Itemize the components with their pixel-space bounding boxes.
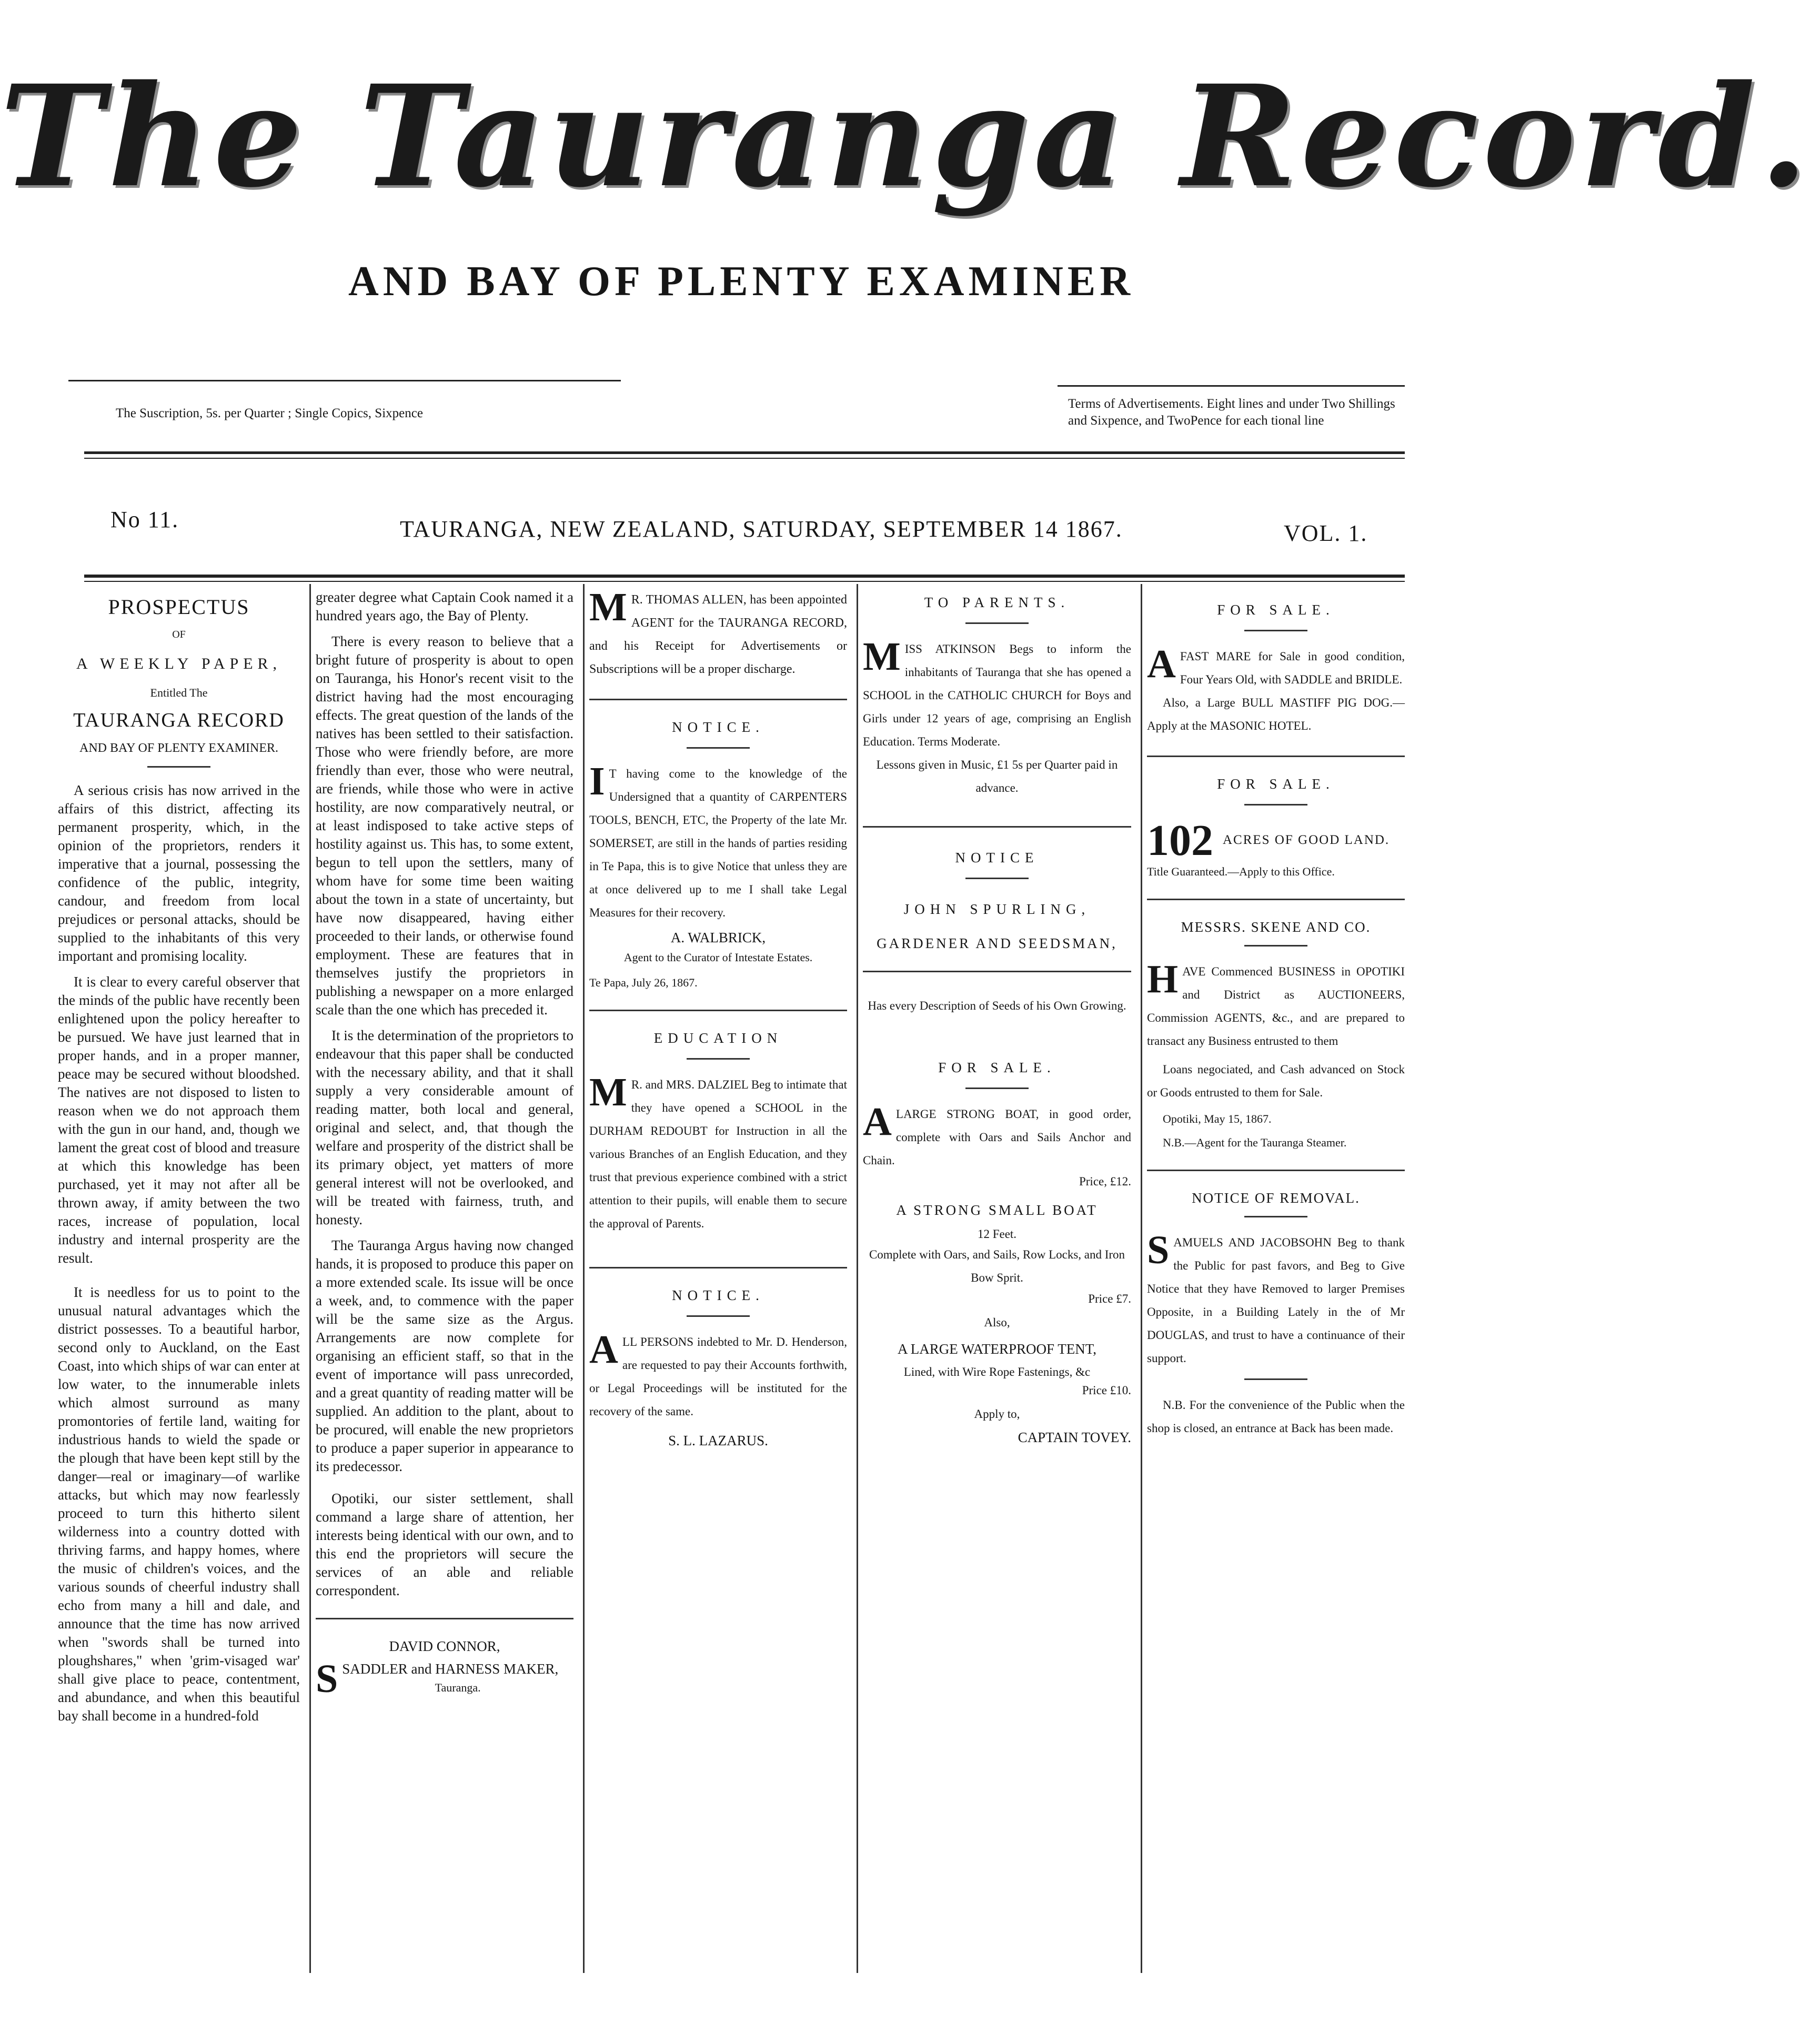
section-rule bbox=[589, 1010, 847, 1011]
article-paragraph: It is the determination of the proprietors to endeavour that this paper shall be conducted with the necessary ability, and that it shall supply a very considerable amount of reading matter, both local and general, original and select, and, that though the welfare and prosperity of the district shall be its primary object, yet matters of more general interest will not be overlooked, and will be treated with fairness, truth, and honesty. bbox=[316, 1028, 573, 1227]
column-divider bbox=[309, 584, 311, 1973]
column-divider bbox=[857, 584, 858, 1973]
section-rule bbox=[1147, 1170, 1405, 1171]
advertiser-signature: CAPTAIN TOVEY. bbox=[1018, 1429, 1131, 1445]
education-notice bbox=[589, 1070, 847, 1235]
section-rule bbox=[1244, 1216, 1307, 1217]
dog-ad: Also, a Large BULL MASTIFF PIG DOG.—Apply at the MASONIC HOTEL. bbox=[1147, 696, 1405, 732]
notice-signature: A. WALBRICK, bbox=[670, 930, 766, 945]
section-rule bbox=[589, 1267, 847, 1268]
seedsman-name: JOHN SPURLING, bbox=[903, 901, 1091, 917]
column-divider bbox=[583, 584, 585, 1973]
terms-bottom-rule-thin bbox=[84, 458, 1405, 459]
skene-heading: MESSRS. SKENE AND CO. bbox=[1181, 919, 1371, 935]
small-boat-text: Complete with Oars, and Sails, Row Locks, and Iron Bow Sprit. bbox=[869, 1248, 1125, 1284]
music-lessons: Lessons given in Music, £1 5s per Quarter paid in advance. bbox=[876, 758, 1118, 794]
agent-notice bbox=[589, 585, 847, 681]
column-prospectus-continued bbox=[316, 588, 573, 1962]
advertiser-name: DAVID CONNOR, bbox=[389, 1638, 500, 1654]
column-notices bbox=[589, 585, 847, 1962]
dropcap-h: H bbox=[1147, 957, 1179, 1001]
skene-ad-date: Opotiki, May 15, 1867. bbox=[1163, 1112, 1272, 1125]
skene-ad-text: AVE Commenced BUSINESS in OPOTIKI and District as AUCTIONEERS, Commission AGENTS, &c., and are prepared to transact any Business entrusted to them bbox=[1147, 965, 1405, 1048]
prospectus-title: PROSPECTUS bbox=[108, 595, 250, 619]
volume-number: VOL. 1. bbox=[1284, 520, 1368, 546]
article-paragraph: greater degree what Captain Cook named it a hundred years ago, the Bay of Plenty. bbox=[316, 589, 573, 623]
advertiser-trade-text: SADDLER and HARNESS MAKER, bbox=[342, 1661, 559, 1677]
notice-signature: S. L. LAZARUS. bbox=[668, 1433, 768, 1448]
dropcap-a: A bbox=[1147, 642, 1176, 686]
prospectus-and: AND BAY OF PLENTY EXAMINER. bbox=[79, 741, 278, 755]
school-notice-text: ISS ATKINSON Begs to inform the inhabitants of Tauranga that she has opened a SCHOOL in the CATHOLIC CHURCH for Boys and Girls under 12 years of age, comprising an English Education. Terms Moderate. bbox=[863, 642, 1131, 748]
school-notice bbox=[863, 635, 1131, 753]
land-ad-text: ACRES OF GOOD LAND. bbox=[1223, 833, 1390, 847]
land-ad-apply: Title Guaranteed.—Apply to this Office. bbox=[1147, 865, 1335, 878]
removal-ad-text: AMUELS AND JACOBSOHN Beg to thank the Public for past favors, and Beg to Give Notice that they have Removed to larger Premises Opposite, in a Building Lately in the of Mr DOUGLAS, and trust to have a continuance of their support. bbox=[1147, 1236, 1405, 1365]
apply-text: Apply to, bbox=[974, 1407, 1020, 1421]
terms-bottom-rule bbox=[84, 451, 1405, 454]
debts-notice-text: LL PERSONS indebted to Mr. D. Henderson, are requested to pay their Accounts forthwith, or Legal Proceedings will be instituted for the recovery of the same. bbox=[589, 1335, 847, 1418]
advertisement-terms: Terms of Advertisements. Eight lines and under Two Shillings and Sixpence, and TwoPence for each tional line bbox=[1068, 397, 1395, 428]
parents-heading: TO PARENTS. bbox=[924, 595, 1070, 610]
dateline-rule bbox=[84, 575, 1405, 578]
notice-heading: NOTICE. bbox=[672, 719, 764, 735]
agent-notice-text: R. THOMAS ALLEN, has been appointed AGENT for the TAURANGA RECORD, and his Receipt for Advertisements or Subscriptions will be a proper discharge. bbox=[589, 593, 847, 676]
tent-text: Lined, with Wire Rope Fastenings, &c bbox=[903, 1365, 1091, 1378]
dropcap-m: M bbox=[589, 585, 627, 629]
section-rule bbox=[147, 766, 210, 768]
section-rule bbox=[1244, 1378, 1307, 1380]
column-sales bbox=[1147, 588, 1405, 1962]
masthead-title: The Tauranga Record. bbox=[0, 55, 1812, 218]
skene-ad-loans: Loans negociated, and Cash advanced on Stock or Goods entrusted to them for Sale. bbox=[1147, 1063, 1405, 1099]
notice-role: Agent to the Curator of Intestate Estates. bbox=[623, 951, 813, 964]
removal-heading: NOTICE OF REMOVAL. bbox=[1192, 1190, 1360, 1206]
dateline-rule-thin bbox=[84, 581, 1405, 582]
prospectus-weekly: A WEEKLY PAPER, bbox=[76, 655, 282, 672]
prospectus-of: OF bbox=[172, 629, 186, 640]
section-rule bbox=[1244, 804, 1307, 805]
notice-heading: NOTICE. bbox=[672, 1287, 764, 1303]
article-paragraph: Opotiki, our sister settlement, shall command a large share of attention, her interests being identical with our own, and to this end the proprietors will secure the services of an able and reliable correspondent. bbox=[316, 1491, 573, 1598]
section-rule bbox=[1244, 630, 1307, 631]
section-rule bbox=[1147, 899, 1405, 900]
column-prospectus bbox=[58, 588, 300, 1962]
dropcap-a: A bbox=[863, 1100, 892, 1144]
issue-number: No 11. bbox=[110, 507, 179, 532]
section-rule bbox=[965, 1088, 1029, 1089]
skene-ad-nb: N.B.—Agent for the Tauranga Steamer. bbox=[1163, 1136, 1347, 1149]
tools-notice-text: T having come to the knowledge of the Undersigned that a quantity of CARPENTERS TOOLS, BENCH, ETC, the Property of the late Mr. SOMERSET, are still in the hands of parties residing in Te Papa, this is to give Notice that unless they are at once delivered up to me I shall take Legal Measures for their recovery. bbox=[589, 767, 847, 919]
section-rule bbox=[1244, 945, 1307, 947]
dropcap-s: S bbox=[316, 1657, 338, 1701]
for-sale-heading: FOR SALE. bbox=[938, 1060, 1056, 1075]
section-rule bbox=[965, 622, 1029, 624]
section-rule bbox=[1147, 756, 1405, 757]
small-boat-size: 12 Feet. bbox=[977, 1227, 1017, 1241]
debts-notice bbox=[589, 1327, 847, 1423]
dateline-text: TAURANGA, NEW ZEALAND, SATURDAY, SEPTEMBER 14 1867. bbox=[400, 516, 1123, 542]
dropcap-s: S bbox=[1147, 1228, 1170, 1272]
education-notice-text: R. and MRS. DALZIEL Beg to intimate that they have opened a SCHOOL in the DURHAM REDOUBT for Instruction in all the various Branches of an English Education, and they trust that previous experience combined with a strict attention to their pupils, will enable them to secure the approval of Parents. bbox=[589, 1078, 847, 1230]
masthead-subtitle: AND BAY OF PLENTY EXAMINER bbox=[348, 258, 1134, 305]
mare-ad-text: FAST MARE for Sale in good condition, Four Years Old, with SADDLE and BRIDLE. bbox=[1180, 650, 1405, 686]
education-heading: EDUCATION bbox=[653, 1030, 783, 1046]
section-rule bbox=[316, 1618, 573, 1619]
terms-top-rule-left bbox=[68, 380, 621, 381]
notice-date: Te Papa, July 26, 1867. bbox=[589, 976, 698, 989]
article-paragraph: There is every reason to believe that a bright future of prosperity is about to open on Tauranga, his Honor's recent visit to the district having had the most encouraging effects. The great question of the lands of the natives has been settled to their satisfaction. Those who were friendly before, are more friendly than ever, those who were neutral, are friends, while those who were in active hostility, are now comparatively neutral, or at least indisposed to take active steps of hostility against us. This has, to some extent, begun to tell upon the settlers, many of whom have for some time been waiting about the town in a state of uncertainty, but have now disappeared, having either proceeded to their lands, or otherwise found employment. These are features that in themselves justify the proprietors in publishing a newspaper on a more enlarged scale than the one which has preceded it. bbox=[316, 633, 573, 1018]
boat-ad-text: LARGE STRONG BOAT, in good order, complete with Oars and Sails Anchor and Chain. bbox=[863, 1107, 1131, 1167]
prospectus-paragraph: A serious crisis has now arrived in the affairs of this district, affecting its permanent prosperity, which, in the opinion of the proprietors, renders it imperative that a journal, possessing the confidence of the public, integrity, candour, and freedom from local prejudices or personal attacks, should be supplied to the inhabitants of this very important and promising locality. bbox=[58, 782, 300, 964]
dropcap-m: M bbox=[589, 1070, 627, 1114]
seeds-text: Has every Description of Seeds of his Own Growing. bbox=[868, 999, 1126, 1012]
prospectus-paragraph: It is needless for us to point to the unusual natural advantages which the district possesses. To a beautiful harbor, second only to Auckland, on the East Coast, into which ships of war can enter at low water, to the innumerable inlets which almost surround as many promontories of fertile land, waiting for industrious hands to wield the spade or the plough that have been kept still by the danger—real or imaginary—of warlike attacks, but which may now fearlessly proceed to turn this hitherto silent wilderness into a country dotted with thriving farms, and happy homes, where the music of children's voices, and the various sounds of cheerful industry shall echo from many a hill and dale, and announce that the time has now arrived when "swords shall be turned into ploughshares," when 'grim-visaged war' shall give place to peace, contentment, and abundance, and when this beautiful bay shall become in a hundred-fold bbox=[58, 1284, 300, 1724]
tent-title: A LARGE WATERPROOF TENT, bbox=[897, 1341, 1097, 1357]
for-sale-heading: FOR SALE. bbox=[1217, 776, 1335, 792]
skene-ad bbox=[1147, 957, 1405, 1053]
for-sale-heading: FOR SALE. bbox=[1217, 602, 1335, 618]
section-rule bbox=[589, 699, 847, 700]
column-divider bbox=[1141, 584, 1142, 1973]
tools-notice bbox=[589, 759, 847, 924]
price: Price £7. bbox=[1088, 1292, 1131, 1305]
boat-ad bbox=[863, 1100, 1131, 1172]
small-boat-title: A STRONG SMALL BOAT bbox=[896, 1202, 1098, 1218]
land-acreage: 102 bbox=[1147, 816, 1213, 865]
section-rule bbox=[965, 878, 1029, 879]
price: Price £10. bbox=[1082, 1384, 1131, 1397]
also-text: Also, bbox=[984, 1316, 1010, 1329]
prospectus-paragraph: It is clear to every careful observer that the minds of the public have recently been enlightened upon the policy hereafter to be pursued. We have just learned that in proper hands, and in a proper manner, peace may be secured without bloodshed. The natives are not disposed to listen to reason when we do not approach them with the gun in our hand, and, though we lament the great cost of blood and treasure at which this knowledge has been purchased, yet it may not after all be thrown away, if amity between the two races, increase of population, local industry and internal prosperity are the result. bbox=[58, 974, 300, 1266]
terms-top-rule-right bbox=[1058, 385, 1405, 387]
dropcap-m: M bbox=[863, 635, 901, 679]
land-ad bbox=[1147, 816, 1405, 865]
price: Price, £12. bbox=[1079, 1175, 1131, 1188]
subscription-terms: The Suscription, 5s. per Quarter ; Single Copics, Sixpence bbox=[116, 406, 423, 420]
prospectus-name: TAURANGA RECORD bbox=[73, 709, 285, 731]
article-paragraph: The Tauranga Argus having now changed hands, it is proposed to produce this paper on a more extended scale. Its issue will be once a week, and, to commence with the paper will be the same size as the Argus. Arrangements are now complete for organising an efficient staff, so that in the event of importance will pass unrecorded, and a great quantity of reading matter will be supplied. An addition to the plant, about to be procured, will enable the new proprietors to produce a paper superior in appearance to its predecessor. bbox=[316, 1237, 573, 1474]
seedsman-trade: GARDENER AND SEEDSMAN, bbox=[877, 935, 1118, 951]
section-rule bbox=[687, 1058, 750, 1060]
section-rule bbox=[687, 747, 750, 749]
dropcap-a: A bbox=[589, 1327, 618, 1372]
dropcap-i: I bbox=[589, 759, 605, 803]
removal-ad bbox=[1147, 1228, 1405, 1370]
column-advertisements bbox=[863, 588, 1131, 1962]
prospectus-entitled: Entitled The bbox=[150, 686, 208, 699]
notice-heading: NOTICE bbox=[955, 850, 1039, 865]
advertiser-town: Tauranga. bbox=[435, 1681, 481, 1694]
section-rule bbox=[863, 971, 1131, 972]
section-rule bbox=[863, 826, 1131, 828]
removal-ad-nb: N.B. For the convenience of the Public when the shop is closed, an entrance at Back has been made. bbox=[1147, 1398, 1405, 1435]
section-rule bbox=[687, 1315, 750, 1317]
mare-ad bbox=[1147, 642, 1405, 691]
